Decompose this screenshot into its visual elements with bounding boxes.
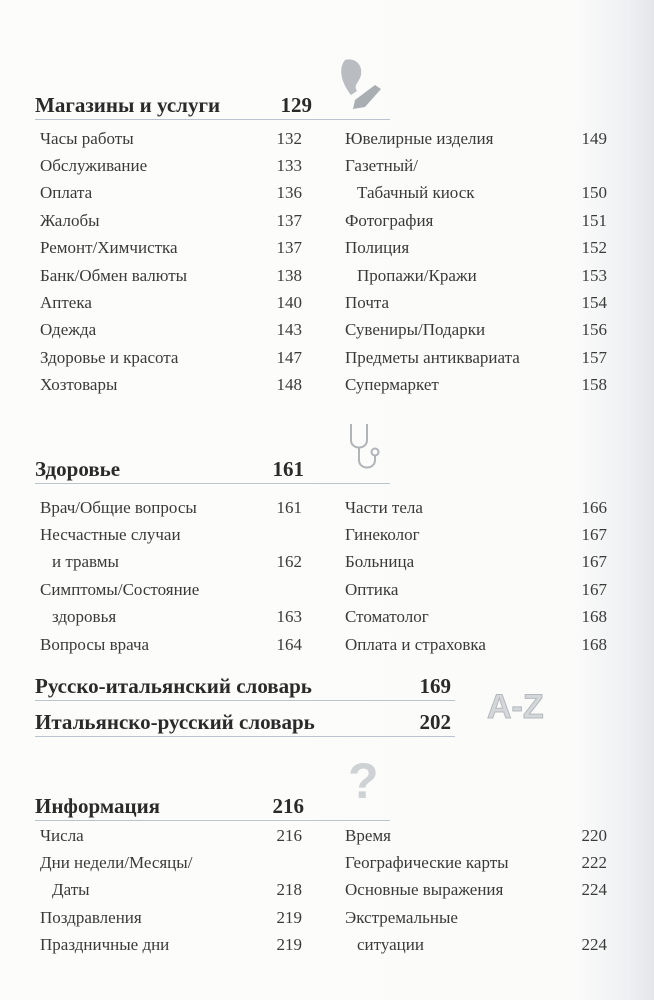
entry-label: Экстремальные [345, 907, 458, 927]
entry-label: Одежда [40, 320, 97, 340]
heading-page: 161 [272, 457, 304, 481]
entry-label: Гинеколог [345, 525, 420, 545]
entry-page: 216 [276, 825, 302, 845]
entry-page: 151 [581, 210, 607, 230]
toc-entry[interactable] [40, 877, 302, 904]
entry-label: Оптика [345, 579, 399, 599]
toc-entry[interactable] [40, 521, 302, 548]
toc-entry[interactable] [40, 207, 302, 234]
toc-entry[interactable] [40, 262, 302, 289]
entry-label: ситуации [357, 935, 424, 955]
entry-label: и травмы [52, 552, 119, 572]
right-column [345, 494, 607, 658]
entry-label: Почта [345, 293, 390, 313]
entry-label: Сувениры/Подарки [345, 320, 486, 340]
toc-entry[interactable] [345, 521, 607, 548]
toc-entry[interactable] [40, 125, 302, 152]
toc-entry[interactable] [40, 494, 302, 521]
toc-entry[interactable] [345, 317, 607, 344]
toc-entry[interactable] [345, 262, 607, 289]
entry-page: 137 [276, 238, 302, 258]
entry-page: 152 [581, 238, 607, 258]
entry-label: Дни недели/Месяцы/ [40, 853, 193, 873]
entry-page: 166 [581, 497, 607, 517]
entry-label: Поздравления [40, 907, 142, 927]
entry-label: Ювелирные изделия [345, 128, 494, 148]
heading-title: Итальянско-русский словарь [35, 710, 315, 734]
heading-page: 202 [419, 710, 451, 734]
toc-entry[interactable] [40, 604, 302, 631]
entry-page: 148 [276, 375, 302, 395]
entry-page: 224 [581, 935, 607, 955]
toc-entry[interactable] [40, 631, 302, 658]
entry-label: Числа [40, 825, 84, 845]
entry-page: 162 [276, 552, 302, 572]
toc-entry[interactable] [345, 235, 607, 262]
entry-label: Здоровье и красота [40, 347, 179, 367]
entry-page: 167 [581, 579, 607, 599]
entry-label: Праздничные дни [40, 935, 170, 955]
toc-entry[interactable] [345, 152, 607, 179]
toc-entry[interactable] [40, 289, 302, 316]
entry-page: 154 [581, 293, 607, 313]
entry-page: 147 [276, 347, 302, 367]
toc-entry[interactable] [345, 494, 607, 521]
toc-entry[interactable] [40, 317, 302, 344]
entry-page: 157 [581, 347, 607, 367]
toc-entry[interactable] [345, 180, 607, 207]
entry-label: Основные выражения [345, 880, 504, 900]
entry-page: 163 [276, 607, 302, 627]
entry-label: Ремонт/Химчистка [40, 238, 178, 258]
entry-label: Полиция [345, 238, 410, 258]
entry-page: 167 [581, 552, 607, 572]
entry-label: Оплата и страховка [345, 634, 486, 654]
entry-page: 133 [276, 156, 302, 176]
entry-label: Аптека [40, 293, 92, 313]
entry-label: Супермаркет [345, 375, 439, 395]
heading-russian-italian-dictionary[interactable] [35, 673, 455, 701]
heading-title: Магазины и услуги [35, 93, 221, 117]
left-column [40, 125, 302, 399]
left-column [40, 822, 302, 959]
toc-entry[interactable] [345, 904, 607, 931]
section-heading[interactable] [35, 92, 390, 120]
entry-label: Географические карты [345, 853, 509, 873]
section-heading[interactable] [35, 793, 390, 821]
heading-title: Здоровье [35, 457, 121, 481]
heading-page: 216 [272, 794, 304, 818]
entry-page: 153 [581, 265, 607, 285]
entry-page: 219 [276, 935, 302, 955]
toc-entry[interactable] [345, 576, 607, 603]
toc-entry[interactable] [345, 604, 607, 631]
toc-entry[interactable] [40, 932, 302, 959]
entry-label: Пропажи/Кражи [357, 265, 477, 285]
toc-entry[interactable] [40, 180, 302, 207]
entry-label: Обслуживание [40, 156, 148, 176]
entry-label: Врач/Общие вопросы [40, 497, 197, 517]
entry-label: Жалобы [40, 210, 100, 230]
toc-entry[interactable] [40, 822, 302, 849]
entry-page: 222 [581, 853, 607, 873]
entry-page: 149 [581, 128, 607, 148]
entry-page: 138 [276, 265, 302, 285]
entry-page: 132 [276, 128, 302, 148]
entry-label: Несчастные случаи [40, 525, 181, 545]
question-mark-icon: ? [348, 753, 379, 809]
entry-label: Часы работы [40, 128, 134, 148]
entry-page: 168 [581, 634, 607, 654]
a-z-icon: A-Z [487, 688, 544, 726]
section-heading[interactable] [35, 456, 390, 484]
toc-entry[interactable] [345, 631, 607, 658]
entry-label: Фотография [345, 210, 434, 230]
toc-entry[interactable] [345, 877, 607, 904]
toc-entry[interactable] [40, 344, 302, 371]
toc-entry[interactable] [345, 822, 607, 849]
toc-entry[interactable] [40, 576, 302, 603]
entry-page: 150 [581, 183, 607, 203]
entry-label: Оплата [40, 183, 93, 203]
entry-label: Части тела [345, 497, 423, 517]
toc-entry[interactable] [40, 849, 302, 876]
entry-page: 164 [276, 634, 302, 654]
entry-page: 143 [276, 320, 302, 340]
entry-page: 224 [581, 880, 607, 900]
heading-page: 169 [419, 674, 451, 698]
toc-entry[interactable] [40, 904, 302, 931]
entry-label: Симптомы/Состояние [40, 579, 200, 599]
toc-entry[interactable] [345, 849, 607, 876]
entry-page: 158 [581, 375, 607, 395]
entry-page: 161 [276, 497, 302, 517]
heading-title: Информация [35, 794, 161, 818]
toc-entry[interactable] [345, 372, 607, 399]
heading-italian-russian-dictionary[interactable] [35, 709, 455, 737]
entry-page: 218 [276, 880, 302, 900]
toc-entry[interactable] [40, 235, 302, 262]
right-column [345, 125, 607, 399]
toc-entry[interactable] [40, 372, 302, 399]
right-column [345, 822, 607, 959]
entry-label: Даты [52, 880, 90, 900]
entry-page: 140 [276, 293, 302, 313]
toc-entry[interactable] [345, 932, 607, 959]
entry-label: Время [345, 825, 391, 845]
entry-label: Больница [345, 552, 415, 572]
entry-label: Банк/Обмен валюты [40, 265, 188, 285]
entry-page: 136 [276, 183, 302, 203]
toc-entry[interactable] [345, 344, 607, 371]
entry-label: Табачный киоск [357, 183, 475, 203]
toc-entry[interactable] [345, 289, 607, 316]
entry-page: 167 [581, 525, 607, 545]
toc-entry[interactable] [345, 207, 607, 234]
heading-title: Русско-итальянский словарь [35, 674, 312, 698]
toc-entry[interactable] [345, 549, 607, 576]
toc-entry[interactable] [40, 549, 302, 576]
entry-page: 219 [276, 907, 302, 927]
entry-page: 156 [581, 320, 607, 340]
entry-label: Предметы антиквариата [345, 347, 520, 367]
entry-page: 137 [276, 210, 302, 230]
left-column [40, 494, 302, 658]
heading-page: 129 [280, 93, 312, 117]
entry-label: Хозтовары [40, 375, 118, 395]
entry-label: Газетный/ [345, 156, 418, 176]
toc-entry[interactable] [40, 152, 302, 179]
entry-label: Стоматолог [345, 607, 429, 627]
entry-page: 220 [581, 825, 607, 845]
entry-label: здоровья [52, 607, 117, 627]
entry-page: 168 [581, 607, 607, 627]
toc-entry[interactable] [345, 125, 607, 152]
entry-label: Вопросы врача [40, 634, 150, 654]
